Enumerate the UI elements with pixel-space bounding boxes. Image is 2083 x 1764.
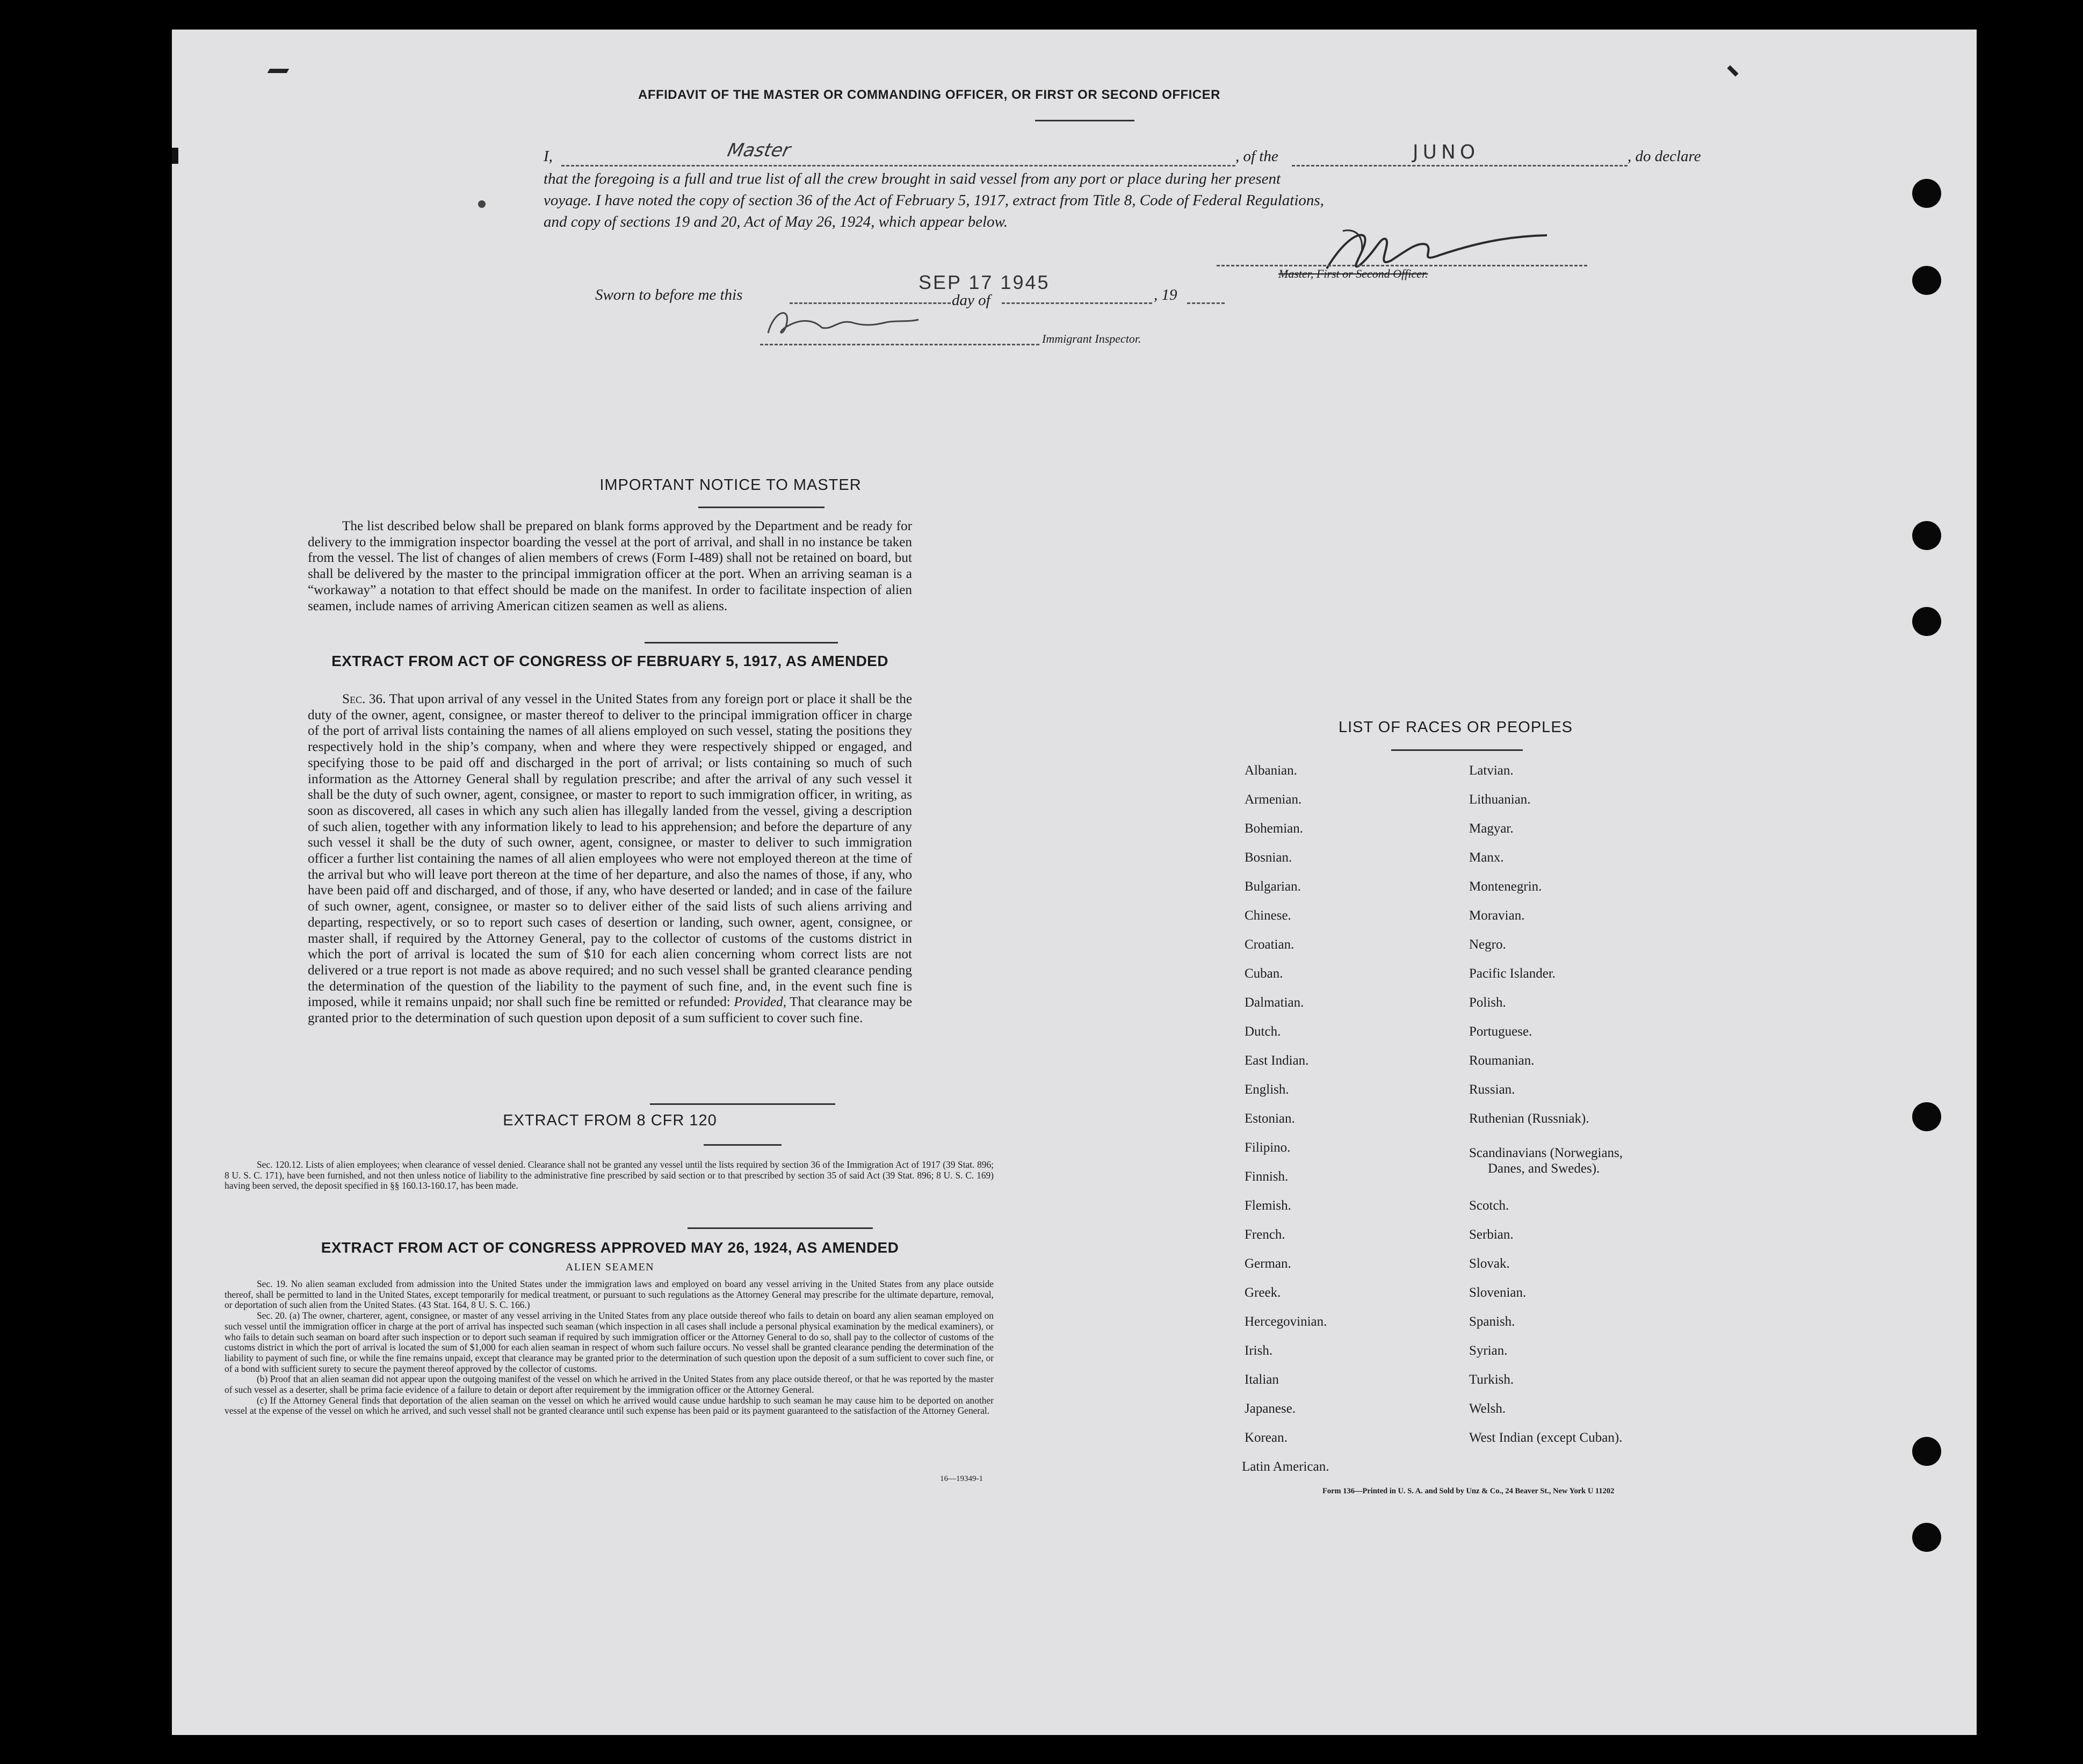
section-rule — [688, 1227, 873, 1229]
signature-caption-text: Master, First or Second Officer. — [1278, 267, 1428, 280]
race-item: Armenian. — [1245, 792, 1302, 807]
race-item: Roumanian. — [1469, 1053, 1535, 1068]
race-item: Dutch. — [1245, 1024, 1281, 1039]
race-item: Albanian. — [1245, 763, 1297, 778]
scan-mark — [172, 148, 178, 164]
name-line — [561, 165, 1235, 167]
race-item: Negro. — [1469, 937, 1506, 952]
race-item: Chinese. — [1245, 908, 1291, 923]
extract-1917-heading: EXTRACT FROM ACT OF CONGRESS OF FEBRUARY 5, 1917, AS AMENDED — [331, 653, 888, 669]
sec-19-paragraph: Sec. 19. No alien seaman excluded from admission into the United States under the immigration laws and employed on board any vessel arriving in the United States from any place outside thereof, shall be permitted to land in the United States, except temporarily for medical treatment, or pursuant to such regulations as the Attorney General may prescribe for the ultimate departure, removal, or deportation of such alien from the United States. (43 Stat. 164, 8 U. S. C. 166.) — [225, 1278, 994, 1311]
document-page — [172, 30, 1977, 1735]
signature-line — [1217, 265, 1587, 266]
race-item: East Indian. — [1245, 1053, 1309, 1068]
race-item: Flemish. — [1245, 1198, 1291, 1213]
title-rule — [1035, 120, 1134, 121]
scan-mark — [478, 200, 486, 208]
affidavit-line-2: voyage. I have noted the copy of section 36 of the Act of February 5, 1917, extract from Title 8, Code of Federal Regulations, — [544, 192, 1324, 209]
notice-rule — [698, 507, 824, 508]
races-rule — [1391, 749, 1523, 751]
binder-hole — [1912, 521, 1941, 550]
race-item: West Indian (except Cuban). — [1469, 1430, 1623, 1445]
extract-1917-text — [308, 691, 912, 1026]
binder-hole — [1912, 607, 1941, 636]
race-item: Croatian. — [1245, 937, 1294, 952]
extract-1924-text — [225, 1279, 994, 1416]
cfr-text — [225, 1160, 994, 1191]
affidavit-of-the: , of the — [1235, 148, 1278, 165]
race-item: Scandinavians (Norwegians, — [1469, 1146, 1623, 1160]
race-item: Scotch. — [1469, 1198, 1509, 1213]
race-item: Manx. — [1469, 850, 1504, 865]
cfr-rule — [704, 1144, 782, 1146]
extract-cfr-heading: EXTRACT FROM 8 CFR 120 — [503, 1112, 717, 1129]
sworn-year-prefix: , 19 — [1154, 286, 1177, 303]
sworn-month-line — [1002, 302, 1152, 304]
vessel-line — [1292, 165, 1628, 167]
race-item: German. — [1245, 1256, 1291, 1271]
race-item: Spanish. — [1469, 1314, 1515, 1329]
provided-word: Provided, — [734, 995, 787, 1010]
inspector-caption: Immigrant Inspector. — [1042, 332, 1141, 345]
sec-36-text-end: That clearance may be granted prior to the determination of such question upon deposit of a sum sufficient to cover such fine. — [308, 995, 913, 1026]
races-heading: LIST OF RACES OR PEOPLES — [1338, 719, 1573, 736]
sworn-prefix: Sworn to before me this — [595, 286, 743, 303]
race-item: Cuban. — [1245, 966, 1283, 981]
race-item: Latvian. — [1469, 763, 1514, 778]
race-item: Slovenian. — [1469, 1285, 1527, 1300]
race-item: Irish. — [1245, 1343, 1273, 1358]
signature-caption — [1278, 267, 1428, 281]
affidavit-title: AFFIDAVIT OF THE MASTER OR COMMANDING OFFICER, OR FIRST OR SECOND OFFICER — [638, 88, 1221, 102]
race-item: Dalmatian. — [1245, 995, 1304, 1010]
scan-mark — [1727, 65, 1738, 76]
sec-36-label: Sec. 36. — [342, 692, 386, 706]
sec-20a-paragraph: Sec. 20. (a) The owner, charterer, agent, consignee, or master of any vessel arriving in the United States from any place outside thereof who fails to detain on board any alien seaman employed on such vessel until the immigration officer in charge at the port of arrival has inspected such seaman (which inspection in all cases shall include a personal physical examination by the medical examiners), or who fails to detain such seaman on board after such inspection or to deport such seaman if required by such immigration officer or the Attorney General to do so, shall pay to the collector of customs of the customs district in which the port of arrival is located the sum of $1,000 for each alien seaman in respect of whom such failure occurs. No vessel shall be granted clearance pending the determination of the liability to payment of such fine, or while the fine remains unpaid, except that clearance may be granted prior to the determination of such question upon the deposit of a sum sufficient to cover such fine, or of a bond with sufficient surety to secure the payment thereof approved by the collector of customs. — [225, 1310, 994, 1374]
race-item: English. — [1245, 1082, 1289, 1097]
race-item: Syrian. — [1469, 1343, 1508, 1358]
race-item: Korean. — [1245, 1430, 1288, 1445]
race-item: Magyar. — [1469, 821, 1514, 836]
race-item: Italian — [1245, 1372, 1279, 1387]
section-rule — [650, 1103, 835, 1105]
form-code: 16—19349-1 — [940, 1474, 983, 1483]
sec-20c-paragraph: (c) If the Attorney General finds that deportation of the alien seaman on the vessel on which he arrived would cause undue hardship to such seaman he may cause him to be deported on another vessel at the expense of the vessel on which he arrived, and such vessel shall not be granted clearance until such expense has been paid or its payment guaranteed to the satisfaction of the Attorney General. — [225, 1394, 994, 1416]
race-item: Estonian. — [1245, 1111, 1295, 1126]
binder-hole — [1912, 1523, 1941, 1552]
sworn-year-line — [1187, 302, 1225, 304]
race-item: French. — [1245, 1227, 1285, 1242]
sec-36-paragraph — [308, 691, 912, 1026]
race-item: Montenegrin. — [1469, 879, 1542, 894]
affidavit-do-declare: , do declare — [1628, 148, 1701, 165]
binder-hole — [1912, 179, 1941, 208]
affidavit-line-1: that the foregoing is a full and true list of all the crew brought in said vessel from any port or place during her present — [544, 170, 1281, 187]
race-item: Bohemian. — [1245, 821, 1304, 836]
section-rule — [645, 642, 838, 644]
inspector-line — [760, 344, 1039, 345]
master-name-handwritten: Master — [725, 140, 793, 161]
binder-hole — [1912, 1437, 1941, 1466]
race-item: Greek. — [1245, 1285, 1281, 1300]
vessel-name-handwritten: JUNO — [1413, 141, 1480, 163]
race-item: Polish. — [1469, 995, 1506, 1010]
race-item: Moravian. — [1469, 908, 1525, 923]
sec-20b-paragraph: (b) Proof that an alien seaman did not appear upon the outgoing manifest of the vessel on which he arrived in the United States from any place outside thereof, or that he was reported by the master of such vessel as a deserter, shall be prima facie evidence of a failure to detain or deport after requirement by the immigration officer or the Attorney General. — [225, 1373, 994, 1396]
inspector-signature — [757, 301, 935, 344]
race-item: Japanese. — [1245, 1401, 1296, 1416]
binder-hole — [1912, 1102, 1941, 1131]
cfr-paragraph: Sec. 120.12. Lists of alien employees; when clearance of vessel denied. Clearance shall not be granted any vessel until the lists required by section 36 of the Immigration Act of 1917 (39 Stat. 896; 8 U. S. C. 171), have been furnished, and not then unless notice of liability to the administrative fine prescribed by said section or to that prescribed by section 35 of said Act (39 Stat. 896; 8 U. S. C. 169) having been served, the deposit specified in §§ 160.13-160.17, has been made. — [225, 1159, 994, 1191]
form-footer: Form 136—Printed in U. S. A. and Sold by Unz & Co., 24 Beaver St., New York U 11202 — [1322, 1487, 1615, 1495]
notice-text — [308, 518, 912, 614]
race-item: Filipino. — [1245, 1140, 1291, 1155]
scan-mark — [267, 69, 290, 73]
affidavit-line-3: and copy of sections 19 and 20, Act of May 26, 1924, which appear below. — [544, 213, 1008, 230]
race-item: Latin American. — [1242, 1459, 1329, 1474]
race-item: Serbian. — [1469, 1227, 1514, 1242]
race-item: Bosnian. — [1245, 850, 1292, 865]
race-item: Ruthenian (Russniak). — [1469, 1111, 1589, 1126]
extract-1924-subheading: ALIEN SEAMEN — [565, 1261, 655, 1273]
notice-paragraph: The list described below shall be prepared on blank forms approved by the Department and be ready for delivery to the immigration inspector boarding the vessel at the port of arrival, and shall in no instance be taken from the vessel. The list of changes of alien members of crews (Form I-489) shall not be retained on board, but shall be delivered by the master to the principal immigration officer at the port. When an arriving seaman is a “workaway” a notation to that effect should be made on the manifest. In order to facilitate inspection of alien seamen, include names of arriving American citizen seamen as well as aliens. — [308, 519, 912, 613]
extract-1924-heading: EXTRACT FROM ACT OF CONGRESS APPROVED MAY 26, 1924, AS AMENDED — [321, 1239, 899, 1256]
sworn-day-of: day of — [952, 292, 990, 309]
sec-36-text: That upon arrival of any vessel in the United States from any foreign port or place it shall be the duty of the owner, agent, consignee, or master thereof to deliver to the principal immigration officer in charge of the port of arrival lists containing the names of all aliens employed on such vessel, stating the positions they respectively hold in the ship’s company, when and where they were respectively shipped or engaged, and specifying those to be paid off and discharged in the port of arrival; or lists containing so much of such information as the Attorney General shall by regulation prescribe; and after the arrival of any such vessel it shall be the duty of such owner, agent, consignee, or master to report to such immigration officer, in writing, as soon as discovered, all cases in which any such alien has illegally landed from the vessel, giving a description of such alien, together with any information likely to lead to his apprehension; and before the departure of any such vessel it shall be the duty of such owner, agent, consignee, or master to deliver to such immigration officer a further list containing the names of all alien employees who were not employed thereon at the time of the arrival but who will leave port thereon at the time of her departure, and also the names of those, if any, who have been paid off and discharged, and of those, if any, who have deserted or landed; and in case of the failure of such owner, agent, consignee, or master so to deliver either of the said lists of such aliens arriving and departing, respectively, or so to report such cases of desertion or landing, such owner, agent, consignee, or master shall, if required by the Attorney General, pay to the collector of customs of the customs district in which the port of arrival is located the sum of $10 for each alien concerning whom correct lists are not delivered or a true report is not made as above required; and no such vessel shall be granted clearance pending the determination of the question of the liability to the payment of such fine, and, in the event such fine is imposed, while it remains unpaid; nor shall such fine be remitted or refunded: — [308, 692, 912, 1010]
date-stamp: SEP 17 1945 — [918, 271, 1050, 293]
race-item: Turkish. — [1469, 1372, 1514, 1387]
race-item: Hercegovinian. — [1245, 1314, 1327, 1329]
race-item: Bulgarian. — [1245, 879, 1301, 894]
binder-hole — [1912, 266, 1941, 295]
race-item: Danes, and Swedes). — [1488, 1161, 1600, 1176]
race-item: Lithuanian. — [1469, 792, 1531, 807]
race-item: Welsh. — [1469, 1401, 1506, 1416]
race-item: Slovak. — [1469, 1256, 1510, 1271]
race-item: Finnish. — [1245, 1169, 1289, 1184]
race-item: Portuguese. — [1469, 1024, 1532, 1039]
affidavit-i: I, — [544, 148, 553, 165]
notice-heading: IMPORTANT NOTICE TO MASTER — [599, 476, 862, 494]
race-item: Pacific Islander. — [1469, 966, 1556, 981]
race-item: Russian. — [1469, 1082, 1515, 1097]
